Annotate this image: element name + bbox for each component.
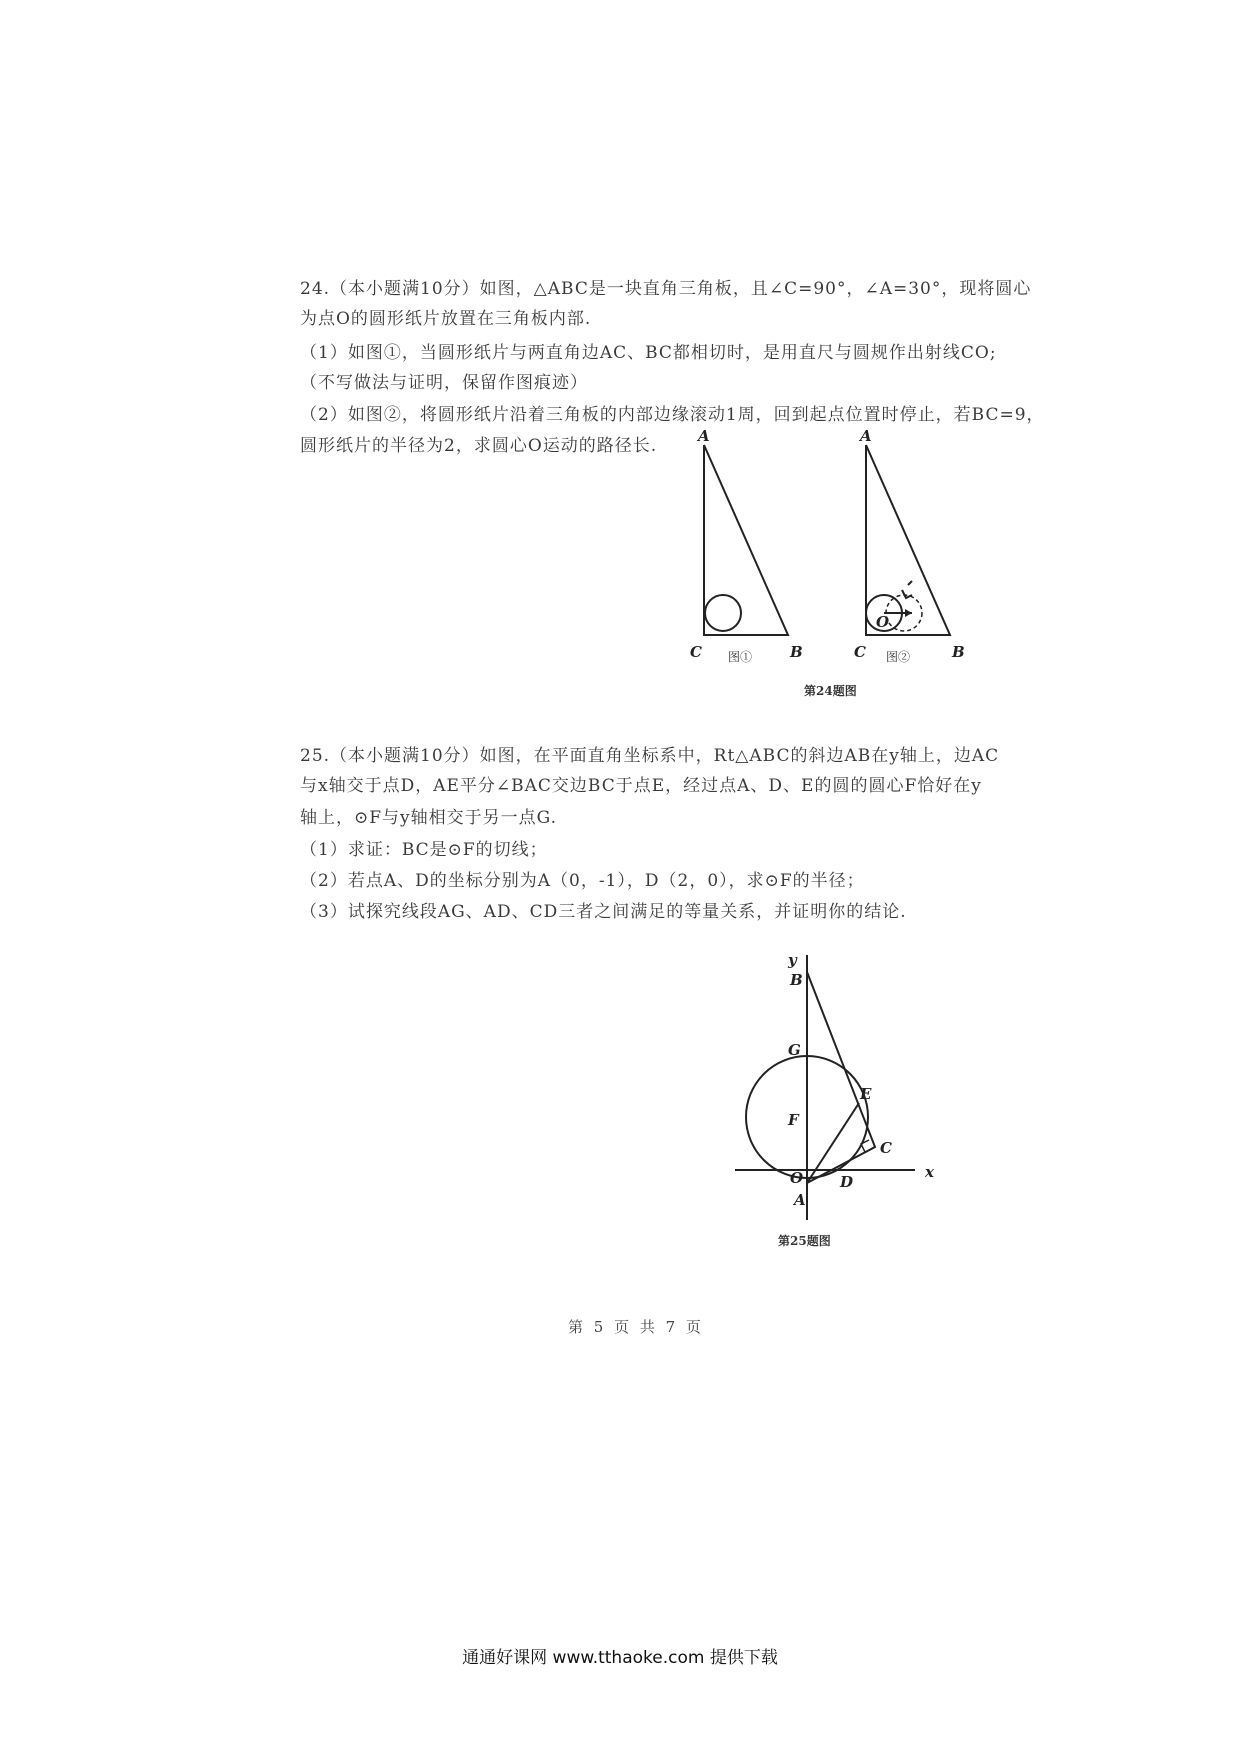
q24-fig2-label-b: B [952, 643, 965, 661]
q24-figure-caption: 第24题图 [804, 684, 857, 698]
q24-fig2-caption: 图② [886, 650, 911, 664]
q25-figure [720, 925, 950, 1255]
q24-line: （不写做法与证明，保留作图痕迹） [300, 373, 588, 393]
q25-label-x: x [925, 1163, 934, 1181]
q25-line: （3）试探究线段AG、AD、CD三者之间满足的等量关系，并证明你的结论. [300, 902, 907, 922]
q25-label-g: G [788, 1041, 801, 1059]
q25-label-d: D [840, 1173, 854, 1191]
q24-fig1-caption: 图① [728, 650, 753, 664]
q24-line: 24.（本小题满10分）如图，△ABC是一块直角三角板，且∠C=90°，∠A=30°，现将圆心 [300, 279, 1032, 299]
q24-fig2-label-o: O [876, 613, 890, 631]
q24-fig2-label-c: C [854, 643, 866, 661]
q25-line: 与x轴交于点D，AE平分∠BAC交边BC于点E，经过点A、D、E的圆的圆心F恰好在y [300, 776, 982, 796]
q24-fig1-triangle [704, 445, 788, 635]
q24-fig1-label-c: C [690, 643, 702, 661]
q24-line: （2）如图②，将圆形纸片沿着三角板的内部边缘滚动1周，回到起点位置时停止，若BC=9， [300, 405, 1045, 425]
q25-label-c: C [880, 1139, 892, 1157]
q25-label-o: O [790, 1169, 804, 1187]
q25-label-y: y [788, 951, 797, 969]
q25-line: 25.（本小题满10分）如图，在平面直角坐标系中，Rt△ABC的斜边AB在y轴上，边AC [300, 746, 1000, 766]
q25-label-a: A [794, 1191, 806, 1209]
site-footer: 通通好课网 www.tthaoke.com 提供下载 [462, 1648, 778, 1668]
q24-fig1-label-a: A [698, 427, 710, 445]
q25-label-e: E [860, 1085, 872, 1103]
q25-label-b: B [790, 971, 803, 989]
q24-fig2-triangle [866, 445, 950, 635]
q25-line: （2）若点A、D的坐标分别为A（0，-1），D（2，0），求⊙F的半径； [300, 871, 865, 891]
q25-figure-caption: 第25题图 [778, 1234, 831, 1248]
page-number: 第 5 页 共 7 页 [568, 1318, 704, 1336]
q24-fig1-label-b: B [790, 643, 803, 661]
q24-line: （1）如图①，当圆形纸片与两直角边AC、BC都相切时，是用直尺与圆规作出射线CO; [300, 343, 997, 363]
q24-figure [680, 425, 980, 700]
q24-fig2-arrowhead [905, 609, 912, 617]
q24-line: 为点O的圆形纸片放置在三角板内部. [300, 309, 592, 329]
q25-line: （1）求证：BC是⊙F的切线； [300, 840, 548, 860]
q24-fig2-label-a: A [860, 427, 872, 445]
q24-fig1-circle [705, 595, 741, 631]
q25-label-f: F [788, 1111, 799, 1129]
q25-line: 轴上，⊙F与y轴相交于另一点G. [300, 808, 558, 828]
q24-line: 圆形纸片的半径为2，求圆心O运动的路径长. [300, 436, 658, 456]
